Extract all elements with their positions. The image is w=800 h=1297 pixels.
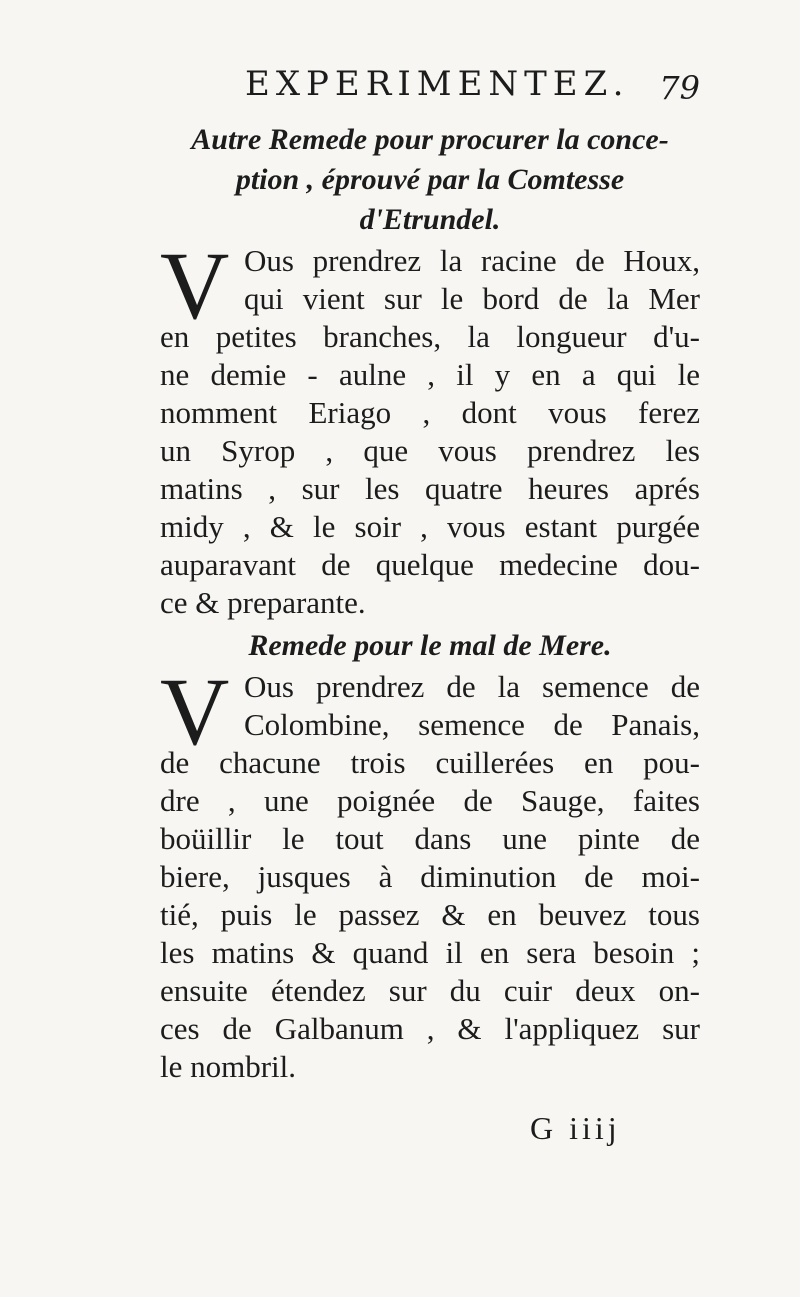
drop-cap: V [160, 658, 230, 765]
text-line: nomment Eriago , dont vous ferez [160, 395, 700, 430]
text-line: biere, jusques à diminution de moi- [160, 859, 700, 894]
section-body-1 [160, 232, 700, 622]
text-line: auparavant de quelque medecine dou- [160, 547, 700, 582]
page-number: 79 [659, 69, 700, 107]
text-line: ce & preparante. [160, 585, 366, 620]
drop-cap: V [160, 232, 230, 339]
text-line: tié, puis le passez & en beuvez tous [160, 897, 700, 932]
text-line: Ous prendrez la racine de Houx, [244, 243, 700, 278]
text-line: ces de Galbanum , & l'appliquez sur [160, 1011, 700, 1046]
running-head [160, 60, 700, 120]
text-line: en petites branches, la longueur d'u- [160, 319, 700, 354]
section-title-line: Remede pour le mal de Mere. [248, 629, 612, 662]
text-line: dre , une poignée de Sauge, faites [160, 783, 700, 818]
text-line: boüillir le tout dans une pinte de [160, 821, 700, 856]
text-line: le nombril. [160, 1049, 297, 1084]
text-line: midy , & le soir , vous estant purgée [160, 509, 700, 544]
text-line: Colombine, semence de Panais, [244, 707, 700, 742]
text-line: ensuite étendez sur du cuir deux on- [160, 973, 700, 1008]
section-title-2 [160, 626, 700, 666]
text-line: qui vient sur le bord de la Mer [244, 281, 700, 316]
section-title-line: d'Etrundel. [359, 203, 501, 236]
section-title-line: Autre Remede pour procurer la conce- [191, 123, 669, 156]
running-title: EXPERIMENTEZ. [245, 64, 630, 104]
text-line: de chacune trois cuillerées en pou- [160, 745, 700, 780]
text-line: Ous prendrez de la semence de [244, 669, 700, 704]
page-content [160, 60, 700, 1086]
text-line: matins , sur les quatre heures aprés [160, 471, 700, 506]
section-body-2 [160, 658, 700, 1086]
text-line: ne demie - aulne , il y en a qui le [160, 357, 700, 392]
text-line: un Syrop , que vous prendrez les [160, 433, 700, 468]
section-title-1 [160, 120, 700, 240]
text-line: les matins & quand il en sera besoin ; [160, 935, 700, 970]
signature-mark: G iiij [530, 1110, 621, 1146]
section-title-line: ption , éprouvé par la Comtesse [235, 163, 625, 196]
